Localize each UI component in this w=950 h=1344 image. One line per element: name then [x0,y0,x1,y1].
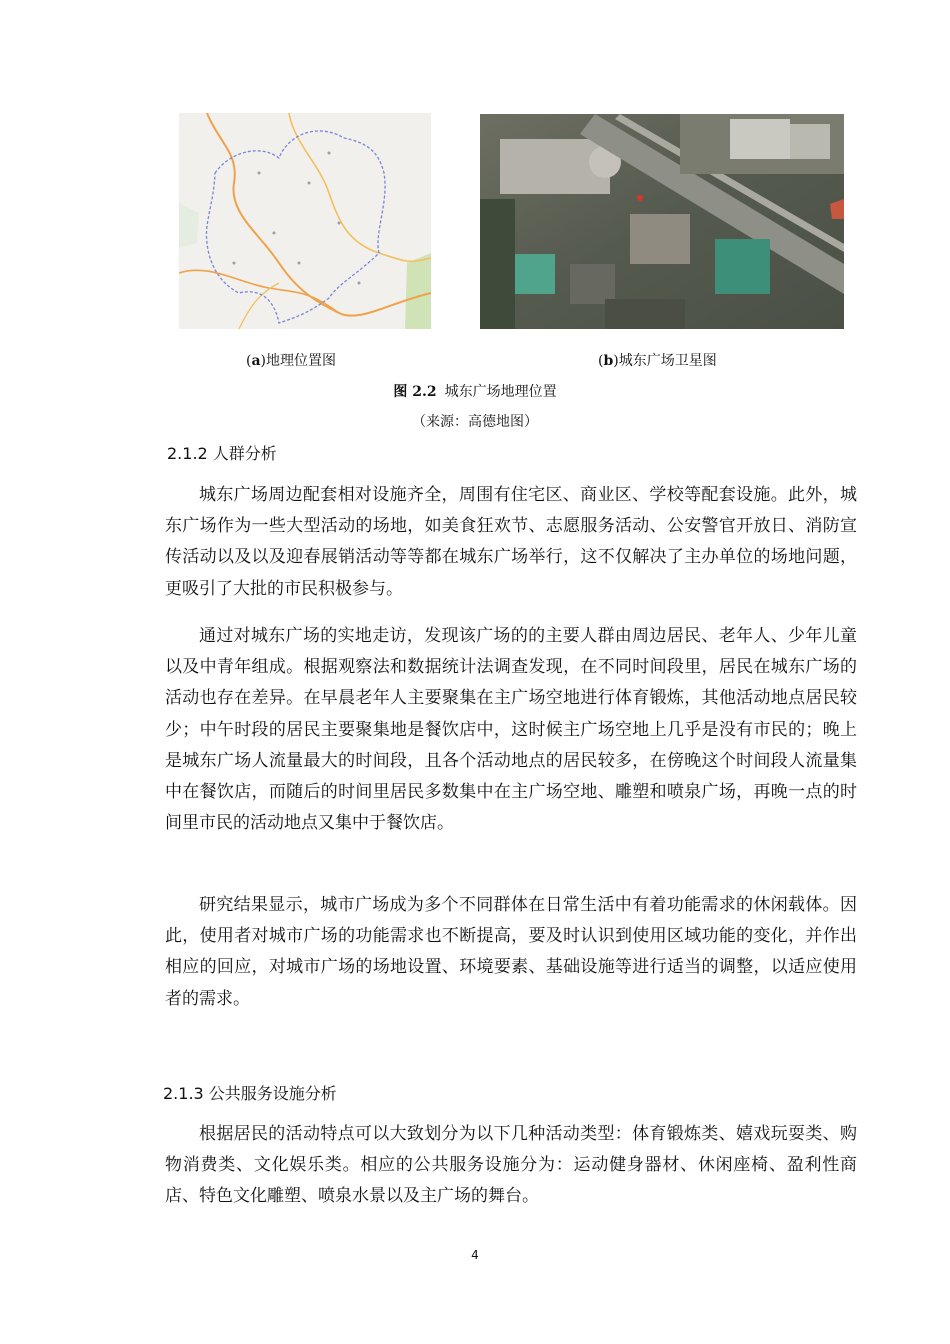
location-map-image [179,113,431,329]
section-heading-crowd-analysis: 2.1.2 人群分析 [167,444,277,463]
subfigure-a-caption: (a)地理位置图 [246,353,337,369]
figure-caption [0,381,950,401]
page-number: 4 [471,1248,479,1262]
body-paragraph: 城东广场周边配套相对设施齐全，周围有住宅区、商业区、学校等配套设施。此外，城东广场作为一些大型活动的场地，如美食狂欢节、志愿服务活动、公安警官开放日、消防宣传活动以及以及迎春展销活动等等都在城东广场举行，这不仅解决了主办单位的场地问题，更吸引了大批的市民积极参与。 [165,485,857,599]
section-heading-public-facilities: 2.1.3 公共服务设施分析 [163,1084,337,1103]
subfigure-b-label: b [603,353,614,369]
body-paragraph: 根据居民的活动特点可以大致划分为以下几种活动类型：体育锻炼类、嬉戏玩耍类、购物消费类、文化娱乐类。相应的公共服务设施分为：运动健身器材、休闲座椅、盈利性商店、特色文化雕塑、喷泉水景以及主广场的舞台。 [165,1124,857,1207]
subfigure-b-caption-text: 城东广场卫星图 [618,353,717,369]
subfigure-b-caption: (b)城东广场卫星图 [598,353,717,369]
figure-source: （来源：高德地图） [412,414,538,430]
figure-title: 城东广场地理位置 [444,384,557,400]
subfigure-a-label: a [251,353,261,369]
body-paragraph: 通过对城东广场的实地走访，发现该广场的的主要人群由周边居民、老年人、少年儿童以及中青年组成。根据观察法和数据统计法调查发现，在不同时间段里，居民在城东广场的活动也存在差异。在早晨老年人主要聚集在主广场空地进行体育锻炼，其他活动地点居民较少；中午时段的居民主要聚集地是餐饮店中，这时候主广场空地上几乎是没有市民的；晚上是城东广场人流量最大的时间段，且各个活动地点的居民较多，在傍晚这个时间段人流量集中在餐饮店，而随后的时间里居民多数集中在主广场空地、雕塑和喷泉广场，再晚一点的时间里市民的活动地点又集中于餐饮店。 [165,626,857,834]
figure-number: 图 2.2 [393,384,437,400]
satellite-map-image [480,114,844,329]
subfigure-a-caption-text: 地理位置图 [266,353,337,369]
body-paragraph: 研究结果显示，城市广场成为多个不同群体在日常生活中有着功能需求的休闲载体。因此，使用者对城市广场的功能需求也不断提高，要及时认识到使用区域功能的变化，并作出相应的回应，对城市广场的场地设置、环境要素、基础设施等进行适当的调整，以适应使用者的需求。 [165,895,857,1009]
